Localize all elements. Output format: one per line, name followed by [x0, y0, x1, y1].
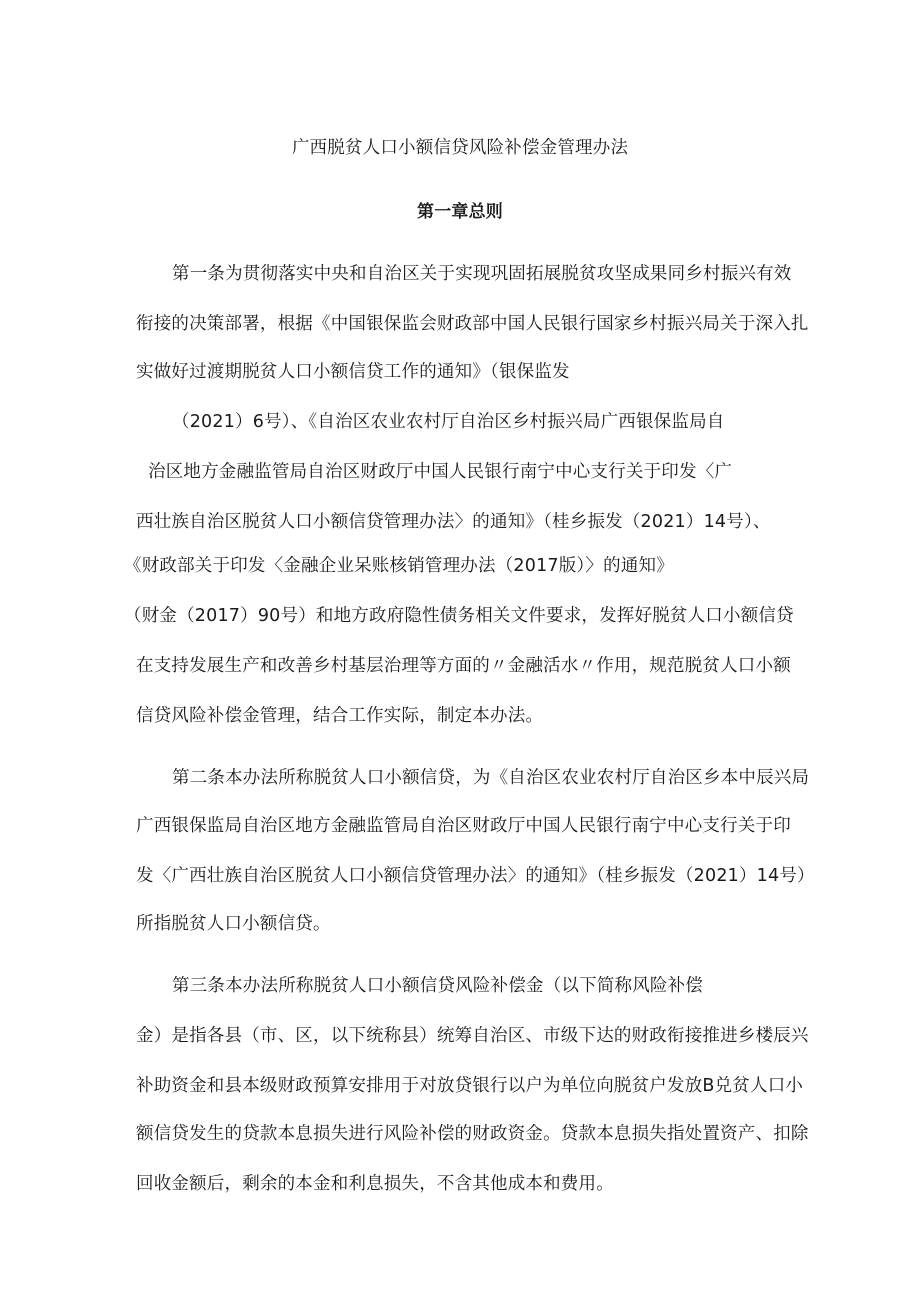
document-title: 广西脱贫人口小额信贷风险补偿金管理办法	[291, 138, 629, 158]
paragraph-line: 回收金额后，剩余的本金和利息损失，不含其他成本和费用。	[136, 1174, 614, 1194]
paragraph-line: 在支持发展生产和改善乡村基层治理等方面的〃金融活水〃作用，规范脱贫人口小额	[136, 656, 791, 676]
paragraph-line: （财金（2017）90号）和地方政府隐性债务相关文件要求，发挥好脱贫人口小额信贷	[124, 606, 794, 626]
paragraph-line: 第一条为贯彻落实中央和自治区关于实现巩固拓展脱贫攻坚成果同乡村振兴有效	[172, 264, 792, 284]
paragraph-line: （2021）6号）、《自治区农业农村厅自治区乡村振兴局广西银保监局自	[172, 412, 725, 432]
paragraph-line: 信贷风险补偿金管理，结合工作实际，制定本办法。	[136, 706, 544, 726]
paragraph-line: 所指脱贫人口小额信贷。	[136, 914, 331, 934]
paragraph-line: 《财政部关于印发〈金融企业呆账核销管理办法（2017版）〉的通知》	[124, 556, 674, 576]
paragraph-line: 西壮族自治区脱贫人口小额信贷管理办法〉的通知》（桂乡振发（2021）14号）、	[136, 512, 771, 532]
paragraph-line: 第二条本办法所称脱贫人口小额信贷，为《自治区农业农村厅自治区乡本中辰兴局	[172, 768, 810, 788]
chapter-heading: 第一章总则	[417, 202, 503, 222]
paragraph-line: 金）是指各县（市、区，以下统称县）统筹自治区、市级下达的财政衔接推进乡楼辰兴	[136, 1026, 809, 1046]
paragraph-line: 补助资金和县本级财政预算安排用于对放贷银行以户为单位向脱贫户发放B兑贫人口小	[136, 1076, 804, 1096]
paragraph-line: 治区地方金融监管局自治区财政厅中国人民银行南宁中心支行关于印发〈广	[148, 462, 733, 482]
paragraph-line: 衔接的决策部署，根据《中国银保监会财政部中国人民银行国家乡村振兴局关于深入扎	[136, 314, 809, 334]
paragraph-line: 实做好过渡期脱贫人口小额信贷工作的通知》（银保监发	[136, 362, 570, 382]
paragraph-line: 额信贷发生的贷款本息损失进行风险补偿的财政资金。贷款本息损失指处置资产、扣除	[136, 1124, 809, 1144]
paragraph-line: 发〈广西壮族自治区脱贫人口小额信贷管理办法〉的通知》（桂乡振发（2021）14号）	[136, 866, 815, 886]
paragraph-line: 第三条本办法所称脱贫人口小额信贷风险补偿金（以下简称风险补偿	[172, 976, 703, 996]
paragraph-line: 广西银保监局自治区地方金融监管局自治区财政厅中国人民银行南宁中心支行关于印	[136, 816, 791, 836]
